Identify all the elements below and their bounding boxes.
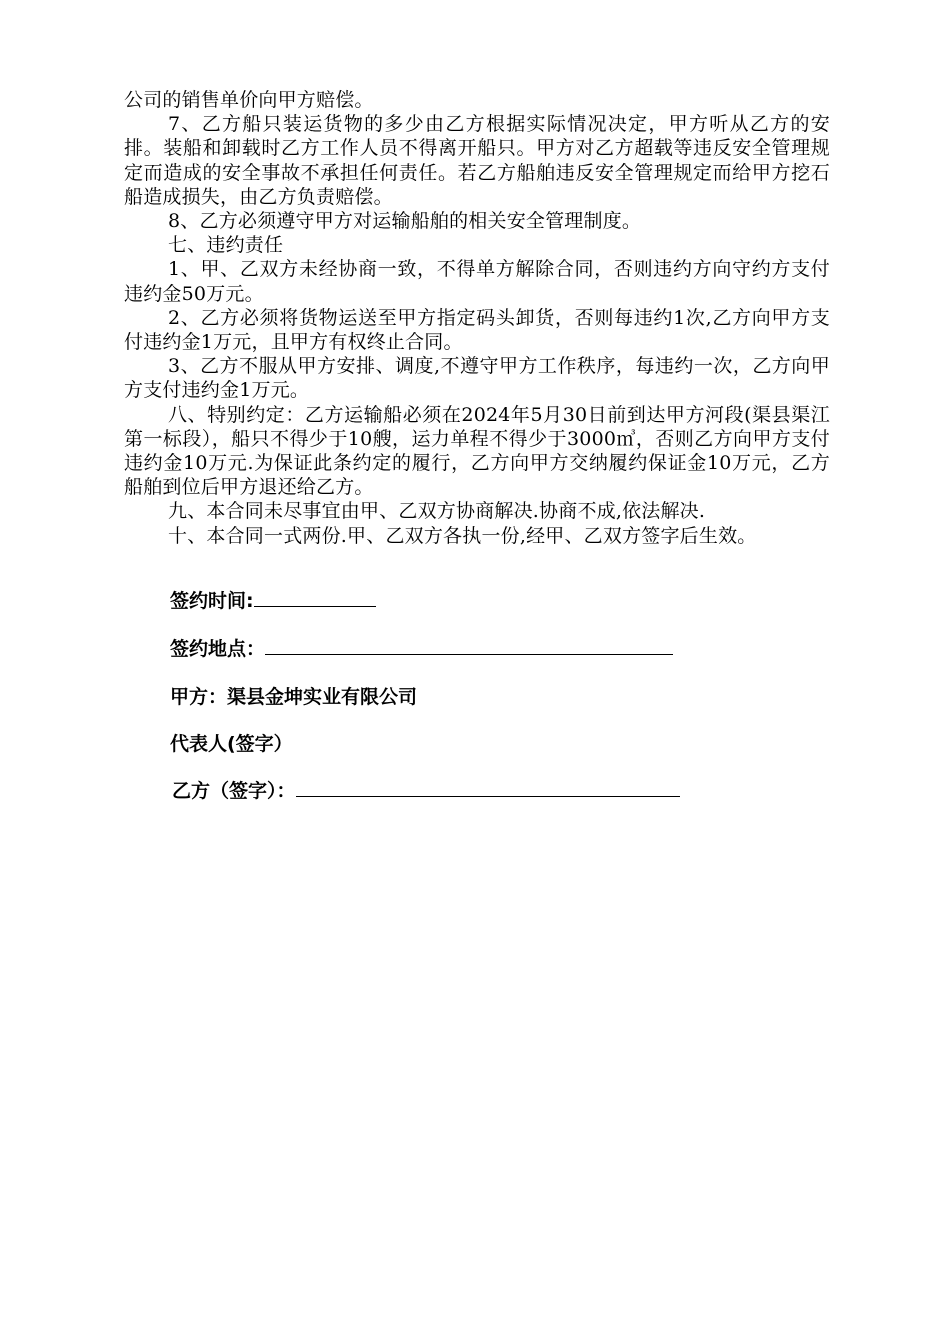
paragraph-copies-effective: 十、本合同一式两份.甲、乙双方各执一份,经甲、乙双方签字后生效。 <box>168 524 757 547</box>
party-b-line <box>172 778 680 804</box>
paragraph-special-agreement: 八、特别约定：乙方运输船必须在2024年5月30日前到达甲方河段(渠县渠江第一标段），船只不得少于10艘，运力单程不得少于3000㎥，否则乙方向甲方支付违约金10万元.为保证此条约定的履行，乙方向甲方交纳履约保证金10万元，乙方船舶到位后甲方退还给乙方。 <box>124 403 830 499</box>
signing-place-line <box>170 636 673 662</box>
contract-body <box>124 88 830 548</box>
signing-place-label: 签约地点： <box>170 638 266 660</box>
paragraph-breach-3: 3、乙方不服从甲方安排、调度,不遵守甲方工作秩序，每违约一次，乙方向甲方支付违约金1万元。 <box>124 355 830 402</box>
section-heading-breach-liability: 七、违约责任 <box>168 234 284 257</box>
party-a-line: 甲方：渠县金坤实业有限公司 <box>170 686 418 708</box>
signing-time-line <box>170 588 376 614</box>
party-b-signature-blank[interactable] <box>296 779 680 797</box>
signing-time-label: 签约时间: <box>170 590 254 612</box>
paragraph-breach-2: 2、乙方必须将货物运送至甲方指定码头卸货，否则每违约1次,乙方向甲方支付违约金1万元，且甲方有权终止合同。 <box>124 306 830 354</box>
signing-place-blank[interactable] <box>265 637 673 655</box>
paragraph-unresolved-matters: 九、本合同未尽事宜由甲、乙双方协商解决.协商不成,依法解决. <box>168 500 706 523</box>
representative-line: 代表人(签字） <box>170 733 293 755</box>
paragraph-clause-8: 8、乙方必须遵守甲方对运输船舶的相关安全管理制度。 <box>168 210 642 233</box>
party-b-label: 乙方（签字）： <box>172 780 296 802</box>
paragraph-breach-1: 1、甲、乙双方未经协商一致，不得单方解除合同，否则违约方向守约方支付违约金50万元。 <box>124 258 830 305</box>
signing-time-blank[interactable] <box>254 589 376 607</box>
paragraph-compensation-end: 公司的销售单价向甲方赔偿。 <box>124 89 374 111</box>
paragraph-clause-7: 7、乙方船只装运货物的多少由乙方根据实际情况决定，甲方听从乙方的安排。装船和卸载时乙方工作人员不得离开船只。甲方对乙方超载等违反安全管理规定而造成的安全事故不承担任何责任。若乙方船舶违反安全管理规定而给甲方挖石船造成损失，由乙方负责赔偿。 <box>124 113 830 208</box>
